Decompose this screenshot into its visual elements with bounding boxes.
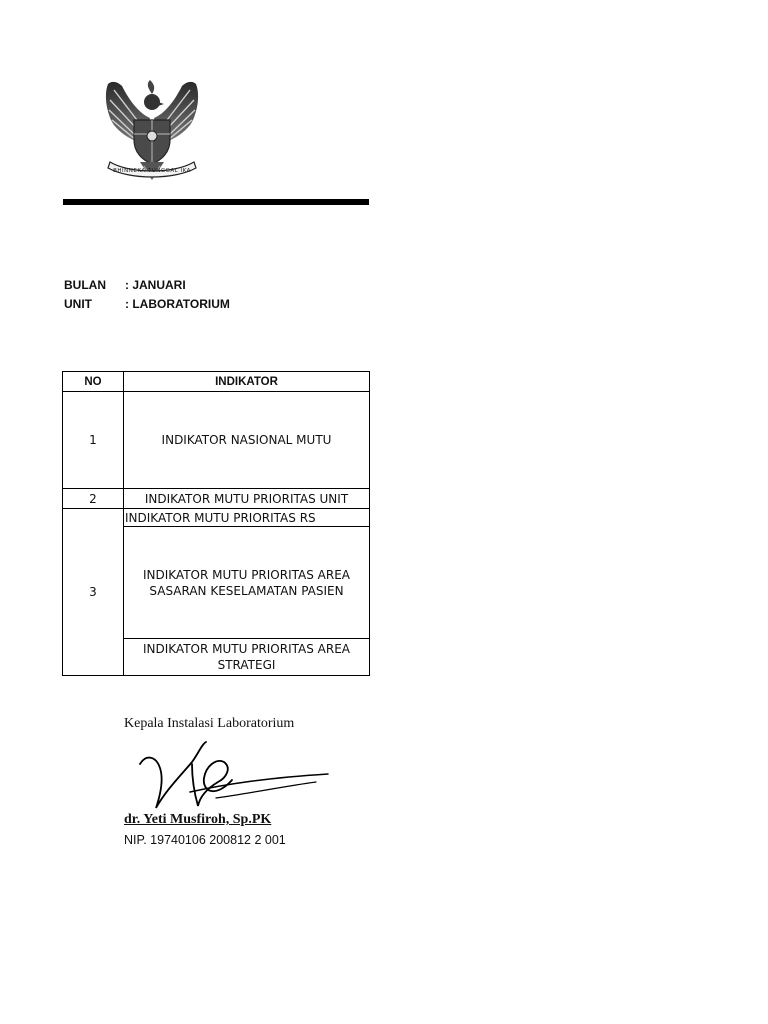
header-indikator: INDIKATOR xyxy=(124,372,370,392)
table-row xyxy=(63,392,370,489)
indicator-cell: INDIKATOR MUTU PRIORITAS AREA SASARAN KESELAMATAN PASIEN xyxy=(124,527,370,639)
indicator-cell: INDIKATOR NASIONAL MUTU xyxy=(124,392,370,489)
signature-title: Kepala Instalasi Laboratorium xyxy=(124,716,295,731)
row-number: 3 xyxy=(63,509,124,676)
table-row xyxy=(63,489,370,509)
row-number: 2 xyxy=(63,489,124,509)
indicator-table xyxy=(62,371,370,676)
row-number: 1 xyxy=(63,392,124,489)
signature-icon xyxy=(136,738,332,810)
emblem-motto: BHINNEKA TUNGGAL IKA xyxy=(113,168,191,174)
garuda-emblem-icon xyxy=(100,74,204,186)
unit-value: : LABORATORIUM xyxy=(125,297,230,311)
unit-label: UNIT xyxy=(64,297,92,311)
header-rule xyxy=(63,199,369,205)
indicator-cell: INDIKATOR MUTU PRIORITAS UNIT xyxy=(124,489,370,509)
table-row xyxy=(63,509,370,527)
signatory-nip: NIP. 19740106 200812 2 001 xyxy=(124,833,286,847)
table-header-row xyxy=(63,372,370,392)
indicator-cell: INDIKATOR MUTU PRIORITAS AREA STRATEGI xyxy=(124,639,370,676)
indicator-cell: INDIKATOR MUTU PRIORITAS RS xyxy=(124,509,370,527)
month-label: BULAN xyxy=(64,278,106,292)
header-no: NO xyxy=(63,372,124,392)
month-value: : JANUARI xyxy=(125,278,186,292)
signatory-name: dr. Yeti Musfiroh, Sp.PK xyxy=(124,812,272,827)
